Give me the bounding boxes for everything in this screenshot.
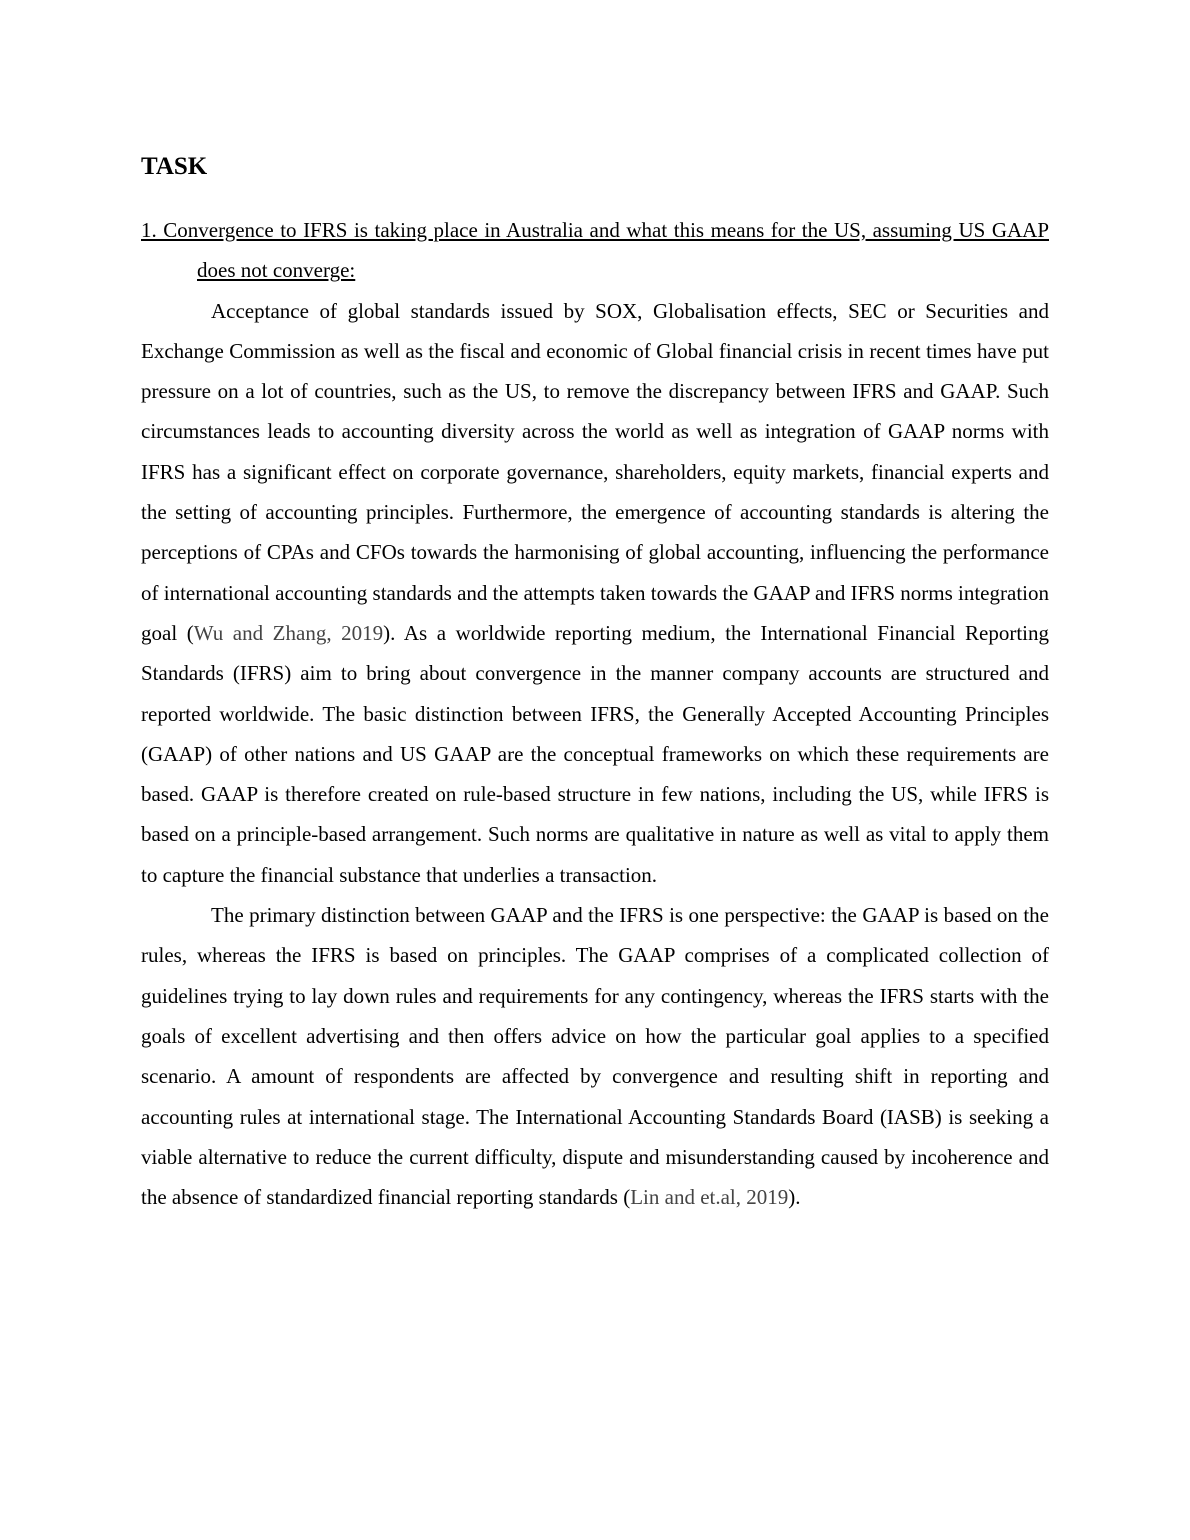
citation-wu-zhang: Wu and Zhang, 2019 — [193, 620, 384, 645]
paragraph-1-text-b: ). As a worldwide reporting medium, the International Financial Reporting Standards (IFRS) aim to bring about convergence in the manner company accounts are structured and reported worldwide. The basic distinction between IFRS, the Generally Accepted Accounting Principles (GAAP) of other nations and US GAAP are the conceptual frameworks on which these requirements are based. GAAP is therefore created on rule-based structure in few nations, including the US, while IFRS is based on a principle-based arrangement. Such norms are qualitative in nature as well as vital to apply them to capture the financial substance that underlies a transaction. — [141, 620, 1050, 887]
citation-lin-etal: Lin and et.al, 2019 — [630, 1185, 789, 1210]
document-page — [141, 150, 1049, 1217]
paragraph-2-text-b: ). — [788, 1185, 801, 1210]
paragraph-2-text-a: The primary distinction between GAAP and the IFRS is one perspective: the GAAP is based on the rules, whereas the IFRS is based on principles. The GAAP comprises of a complicated collection of guidelines trying to lay down rules and requirements for any contingency, whereas the IFRS starts with the goals of excellent advertising and then offers advice on how the particular goal applies to a specified scenario. A amount of respondents are affected by convergence and resulting shift in reporting and accounting rules at international stage. The International Accounting Standards Board (IASB) is seeking a viable alternative to reduce the current difficulty, dispute and misunderstanding caused by incoherence and the absence of standardized financial reporting standards ( — [141, 903, 1049, 1210]
paragraph-1 — [141, 291, 1049, 895]
paragraph-2 — [141, 895, 1049, 1217]
task-heading: TASK — [141, 153, 208, 180]
paragraph-1-text-a: Acceptance of global standards issued by SOX, Globalisation effects, SEC or Securities and Exchange Commission as well as the fiscal and economic of Global financial crisis in recent times have put pressure on a lot of countries, such as the US, to remove the discrepancy between IFRS and GAAP. Such circumstances leads to accounting diversity across the world as well as integration of GAAP norms with IFRS has a significant effect on corporate governance, shareholders, equity markets, financial experts and the setting of accounting principles. Furthermore, the emergence of accounting standards is altering the perceptions of CPAs and CFOs towards the harmonising of global accounting, influencing the performance of international accounting standards and the attempts taken towards the GAAP and IFRS norms integration goal ( — [141, 298, 1049, 645]
question-heading: 1. Convergence to IFRS is taking place in Australia and what this means for the US, assuming US GAAP does not converge: — [141, 218, 1049, 283]
